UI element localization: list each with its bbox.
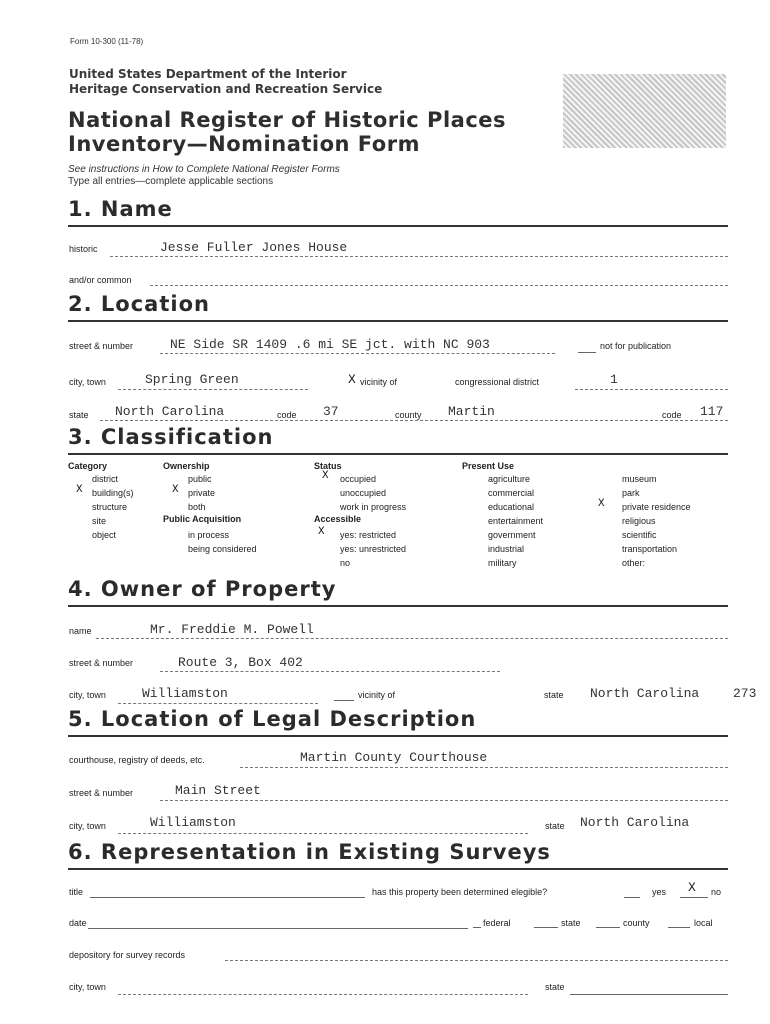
congressional-district-value[interactable]: 1 <box>610 372 618 387</box>
field-line <box>110 256 728 257</box>
legal-city-value[interactable]: Williamston <box>150 815 236 830</box>
ownership-public[interactable]: public <box>188 474 212 484</box>
accessible-mark[interactable]: X <box>318 526 325 538</box>
category-site[interactable]: site <box>92 516 107 526</box>
instructions-line-1: See instructions in How to Complete National Register Forms <box>68 164 340 175</box>
yes-label: yes <box>652 887 667 897</box>
field-line <box>575 389 728 390</box>
county-value[interactable]: Martin <box>448 404 495 419</box>
field-line <box>118 389 308 390</box>
historic-name-value[interactable]: Jesse Fuller Jones House <box>160 240 348 255</box>
federal-label: federal <box>483 918 511 928</box>
historic-label: historic <box>69 244 98 254</box>
category-heading: Category <box>68 461 108 471</box>
present-use-heading: Present Use <box>462 461 515 471</box>
state-checkbox-line[interactable] <box>534 927 558 928</box>
survey-city-label: city, town <box>69 982 106 992</box>
owner-name-label: name <box>69 626 92 636</box>
field-line <box>240 767 728 768</box>
field-line <box>160 353 555 354</box>
use-government[interactable]: government <box>488 530 536 540</box>
owner-street-value[interactable]: Route 3, Box 402 <box>178 655 303 670</box>
use-scientific[interactable]: scientific <box>622 530 657 540</box>
not-for-publication-label: not for publication <box>600 341 672 351</box>
use-religious[interactable]: religious <box>622 516 656 526</box>
acquisition-heading: Public Acquisition <box>163 514 242 524</box>
county-label: county <box>395 410 422 420</box>
owner-city-label: city, town <box>69 690 106 700</box>
yes-checkbox-line[interactable] <box>624 897 640 898</box>
field-line <box>88 928 468 929</box>
acquisition-being-considered[interactable]: being considered <box>188 544 257 554</box>
use-educational[interactable]: educational <box>488 502 535 512</box>
accessible-heading: Accessible <box>314 514 362 524</box>
section-5-heading: 5. Location of Legal Description <box>68 707 477 731</box>
use-museum[interactable]: museum <box>622 474 657 484</box>
owner-state-value[interactable]: North Carolina <box>590 686 700 701</box>
congressional-district-label: congressional district <box>455 377 540 387</box>
agency-line-1: United States Department of the Interior <box>69 67 347 81</box>
county-code-label: code <box>662 410 682 420</box>
owner-street-label: street & number <box>69 658 134 668</box>
depository-label: depository for survey records <box>69 950 186 960</box>
acquisition-in-process[interactable]: in process <box>188 530 230 540</box>
category-structure[interactable]: structure <box>92 502 128 512</box>
street-label: street & number <box>69 341 134 351</box>
category-buildings[interactable]: building(s) <box>92 488 134 498</box>
county-code-value[interactable]: 117 <box>700 404 724 419</box>
divider <box>68 320 728 322</box>
section-1-heading: 1. Name <box>68 197 173 221</box>
county-label: county <box>623 918 650 928</box>
section-3-heading: 3. Classification <box>68 425 274 449</box>
divider <box>68 735 728 737</box>
survey-date-label: date <box>69 918 87 928</box>
ownership-heading: Ownership <box>163 461 210 471</box>
field-line <box>118 994 528 995</box>
survey-title-label: title <box>69 887 84 897</box>
field-line <box>160 671 500 672</box>
owner-vicinity-label: vicinity of <box>358 690 396 700</box>
section-4-heading: 4. Owner of Property <box>68 577 337 601</box>
status-work-in-progress[interactable]: work in progress <box>340 502 407 512</box>
legal-state-value[interactable]: North Carolina <box>580 815 690 830</box>
category-district[interactable]: district <box>92 474 119 484</box>
agency-line-2: Heritage Conservation and Recreation Service <box>69 82 383 96</box>
vicinity-label: vicinity of <box>360 377 398 387</box>
use-commercial[interactable]: commercial <box>488 488 535 498</box>
vicinity-checkbox-line[interactable] <box>334 700 354 701</box>
owner-name-value[interactable]: Mr. Freddie M. Powell <box>150 622 314 637</box>
use-military[interactable]: military <box>488 558 517 568</box>
form-number: Form 10-300 (11-78) <box>70 37 144 46</box>
field-line <box>225 960 728 961</box>
local-checkbox-line[interactable] <box>668 927 690 928</box>
field-line <box>90 897 365 898</box>
status-mark[interactable]: X <box>322 470 329 482</box>
use-industrial[interactable]: industrial <box>488 544 525 554</box>
accessible-unrestricted[interactable]: yes: unrestricted <box>340 544 407 554</box>
legal-state-label: state <box>545 821 565 831</box>
divider <box>68 225 728 227</box>
city-label: city, town <box>69 377 106 387</box>
form-title-line-2: Inventory—Nomination Form <box>68 132 420 156</box>
vicinity-mark[interactable]: X <box>348 372 356 387</box>
category-object[interactable]: object <box>92 530 117 540</box>
street-value[interactable]: NE Side SR 1409 .6 mi SE jct. with NC 903 <box>170 337 490 352</box>
ownership-both[interactable]: both <box>188 502 206 512</box>
field-line <box>118 703 318 704</box>
field-line <box>118 833 528 834</box>
instructions-line-2: Type all entries—complete applicable sections <box>68 176 274 187</box>
survey-state-label: state <box>561 918 581 928</box>
checkbox-line[interactable] <box>578 352 596 353</box>
owner-zip-value: 273 <box>733 686 757 701</box>
status-occupied[interactable]: occupied <box>340 474 377 484</box>
eligible-label: has this property been determined elegible? <box>372 887 548 897</box>
use-entertainment[interactable]: entertainment <box>488 516 544 526</box>
ownership-mark[interactable]: X <box>172 484 179 496</box>
field-line <box>100 420 728 421</box>
courthouse-value[interactable]: Martin County Courthouse <box>300 750 488 765</box>
city-value[interactable]: Spring Green <box>145 372 239 387</box>
divider <box>68 605 728 607</box>
use-private-residence[interactable]: private residence <box>622 502 691 512</box>
county-checkbox-line[interactable] <box>596 927 620 928</box>
field-line <box>96 638 728 639</box>
use-other[interactable]: other: <box>622 558 646 568</box>
section-6-heading: 6. Representation in Existing Surveys <box>68 840 551 864</box>
divider <box>68 453 728 455</box>
state-code-value[interactable]: 37 <box>323 404 339 419</box>
accessible-restricted[interactable]: yes: restricted <box>340 530 397 540</box>
divider <box>68 868 728 870</box>
state-code-label: code <box>277 410 297 420</box>
status-heading: Status <box>314 461 342 471</box>
no-mark[interactable]: X <box>688 880 696 895</box>
field-line <box>150 285 728 286</box>
owner-state-label: state <box>544 690 564 700</box>
accessible-no[interactable]: no <box>340 558 351 568</box>
common-name-label: and/or common <box>69 275 132 285</box>
form-title-line-1: National Register of Historic Places <box>68 108 507 132</box>
state-label: state <box>69 410 89 420</box>
status-unoccupied[interactable]: unoccupied <box>340 488 387 498</box>
state-value[interactable]: North Carolina <box>115 404 225 419</box>
section-2-heading: 2. Location <box>68 292 210 316</box>
use-transportation[interactable]: transportation <box>622 544 678 554</box>
no-checkbox-line[interactable] <box>680 897 708 898</box>
legal-street-label: street & number <box>69 788 134 798</box>
no-label: no <box>711 887 722 897</box>
category-mark[interactable]: X <box>76 484 83 496</box>
use-mark[interactable]: X <box>598 498 605 510</box>
courthouse-label: courthouse, registry of deeds, etc. <box>69 755 205 765</box>
legal-city-label: city, town <box>69 821 106 831</box>
federal-checkbox-line[interactable] <box>473 927 481 928</box>
use-park[interactable]: park <box>622 488 640 498</box>
local-label: local <box>694 918 713 928</box>
legal-street-value[interactable]: Main Street <box>175 783 261 798</box>
use-agriculture[interactable]: agriculture <box>488 474 531 484</box>
field-line <box>160 800 728 801</box>
office-stamp <box>563 74 726 148</box>
survey-state2-label: state <box>545 982 565 992</box>
ownership-private[interactable]: private <box>188 488 216 498</box>
field-line <box>570 994 728 995</box>
owner-city-value[interactable]: Williamston <box>142 686 228 701</box>
